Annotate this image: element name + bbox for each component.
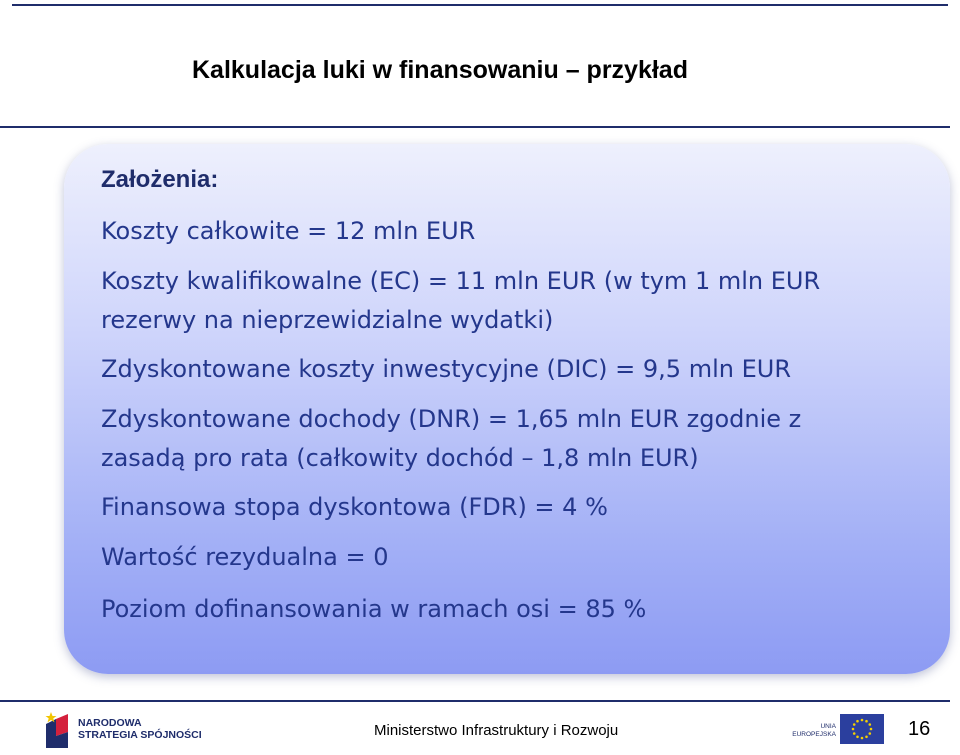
- ministry-name: Ministerstwo Infrastruktury i Rozwoju: [374, 722, 619, 739]
- assumption-dic: Zdyskontowane koszty inwestycyjne (DIC) = 9,5 mln EUR: [101, 355, 791, 383]
- assumption-cofinancing-rate: Poziom dofinansowania w ramach osi = 85 %: [101, 595, 647, 623]
- slide-title: Kalkulacja luki w finansowaniu – przykład: [192, 56, 688, 84]
- nss-logo-line2: STRATEGIA SPÓJNOŚCI: [78, 729, 202, 741]
- assumptions-panel: [64, 144, 950, 674]
- assumptions-heading: Założenia:: [101, 166, 219, 193]
- eu-flag-icon: [840, 714, 884, 744]
- nss-logo-line1: NARODOWA: [78, 717, 142, 729]
- eu-logo-line2: EUROPEJSKA: [792, 731, 836, 738]
- title-divider: [0, 126, 950, 128]
- eu-logo-text: [790, 723, 836, 739]
- nss-logo-text: [78, 717, 202, 741]
- assumption-eligible-costs: Koszty kwalifikowalne (EC) = 11 mln EUR (w tym 1 mln EUR rezerwy na nieprzewidzialne wydatki): [101, 267, 821, 334]
- assumption-fdr: Finansowa stopa dyskontowa (FDR) = 4 %: [101, 493, 608, 521]
- footer: [0, 702, 960, 755]
- eu-logo: [790, 714, 890, 748]
- assumption-dnr: Zdyskontowane dochody (DNR) = 1,65 mln EUR zgodnie z zasadą pro rata (całkowity dochód – 1,8 mln EUR): [101, 405, 802, 472]
- eu-logo-line1: UNIA: [820, 723, 836, 730]
- assumption-total-costs: Koszty całkowite = 12 mln EUR: [101, 217, 476, 245]
- assumption-residual-value: Wartość rezydualna = 0: [101, 543, 389, 571]
- nss-logo: [42, 710, 212, 752]
- nss-flag-icon: [42, 710, 72, 750]
- page-number: 16: [908, 718, 931, 740]
- top-divider: [12, 4, 948, 6]
